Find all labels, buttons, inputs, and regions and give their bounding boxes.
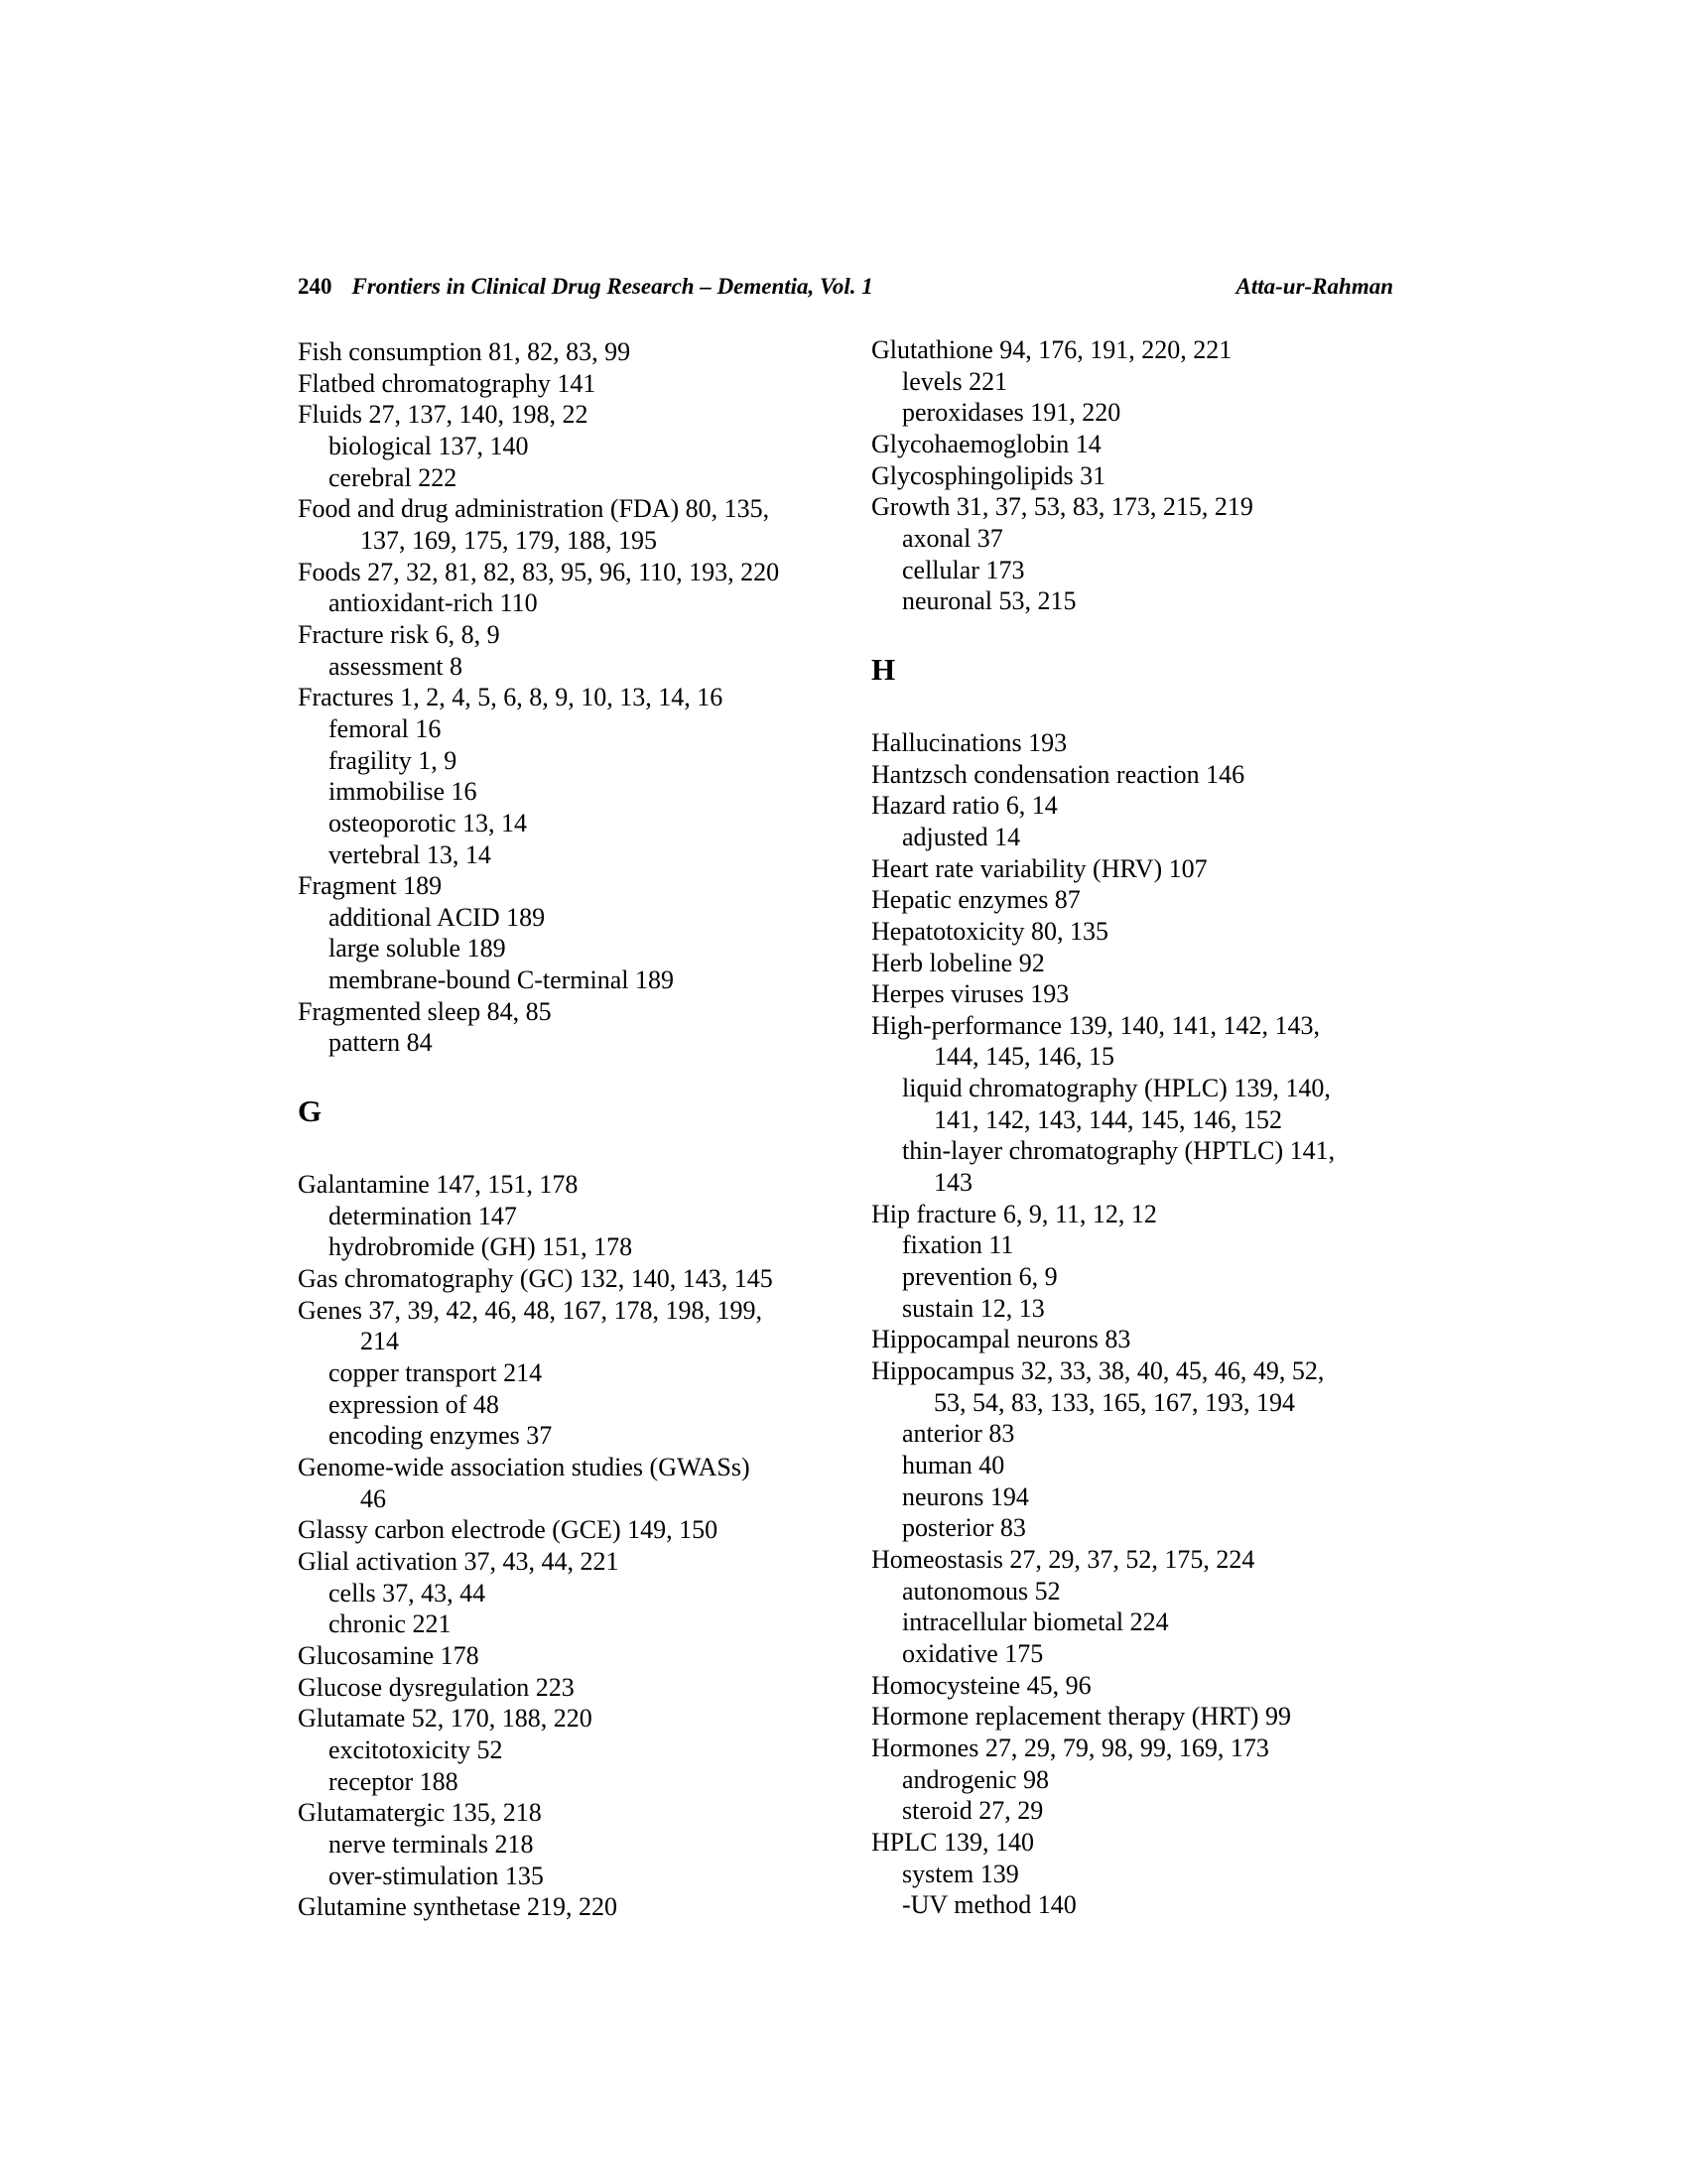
index-subentry: pattern 84	[328, 1028, 433, 1058]
section-heading: H	[871, 651, 896, 687]
index-subentry: copper transport 214	[328, 1358, 543, 1388]
index-entry-continuation: 141, 142, 143, 144, 145, 146, 152	[934, 1104, 1282, 1134]
index-entry-continuation: 144, 145, 146, 15	[934, 1042, 1114, 1072]
index-entry: Fluids 27, 137, 140, 198, 22	[298, 400, 588, 430]
index-subentry: over-stimulation 135	[328, 1861, 544, 1890]
index-entry: Genome-wide association studies (GWASs)	[298, 1453, 750, 1481]
index-subentry: membrane-bound C-terminal 189	[328, 965, 675, 995]
index-entry: Galantamine 147, 151, 178	[298, 1170, 579, 1200]
index-entry: Hallucinations 193	[871, 727, 1068, 757]
index-subentry: steroid 27, 29	[902, 1796, 1044, 1826]
index-subentry: cells 37, 43, 44	[328, 1578, 486, 1607]
index-subentry: biological 137, 140	[328, 431, 529, 460]
index-subentry: femoral 16	[328, 713, 442, 743]
index-entry-continuation: 143	[934, 1168, 973, 1198]
index-entry: Flatbed chromatography 141	[298, 368, 596, 398]
index-entry: Foods 27, 32, 81, 82, 83, 95, 96, 110, 193, 220	[298, 557, 780, 586]
index-subentry: posterior 83	[902, 1513, 1026, 1543]
index-column-right	[871, 334, 1452, 1921]
index-entry: Glassy carbon electrode (GCE) 149, 150	[298, 1515, 718, 1545]
index-subentry: -UV method 140	[902, 1890, 1077, 1920]
index-entry: Glycosphingolipids 31	[871, 460, 1106, 490]
index-subentry: axonal 37	[902, 523, 1003, 553]
index-subentry: liquid chromatography (HPLC) 139, 140,	[902, 1074, 1331, 1103]
index-subentry: prevention 6, 9	[902, 1262, 1058, 1292]
index-subentry: antioxidant-rich 110	[328, 588, 538, 618]
index-subentry: sustain 12, 13	[902, 1293, 1045, 1323]
section-heading: G	[298, 1093, 323, 1129]
index-entry: Glucose dysregulation 223	[298, 1672, 575, 1702]
index-subentry: neuronal 53, 215	[902, 586, 1077, 616]
index-entry: Hippocampal neurons 83	[871, 1325, 1131, 1354]
index-entry: Fracture risk 6, 8, 9	[298, 619, 500, 649]
index-entry-continuation: 46	[360, 1483, 386, 1513]
index-subentry: hydrobromide (GH) 151, 178	[328, 1232, 633, 1262]
index-entry: High-performance 139, 140, 141, 142, 143,	[871, 1010, 1321, 1040]
index-entry: Glycohaemoglobin 14	[871, 429, 1102, 458]
index-entry: Hepatotoxicity 80, 135	[871, 916, 1109, 946]
index-subentry: peroxidases 191, 220	[902, 398, 1121, 428]
index-subentry: androgenic 98	[902, 1764, 1050, 1794]
index-subentry: intracellular biometal 224	[902, 1607, 1169, 1637]
index-entry: Fragmented sleep 84, 85	[298, 996, 552, 1026]
index-subentry: excitotoxicity 52	[328, 1734, 503, 1764]
index-subentry: cellular 173	[902, 555, 1025, 584]
header-left-group	[298, 274, 873, 300]
index-subentry: encoding enzymes 37	[328, 1421, 553, 1451]
index-subentry: chronic 221	[328, 1609, 452, 1639]
index-entry: Hepatic enzymes 87	[871, 885, 1081, 915]
index-subentry: assessment 8	[328, 651, 463, 681]
index-entry: Herpes viruses 193	[871, 979, 1070, 1009]
index-entry: Fish consumption 81, 82, 83, 99	[298, 337, 631, 366]
index-subentry: oxidative 175	[902, 1638, 1044, 1668]
index-subentry: adjusted 14	[902, 822, 1021, 851]
index-entry: Gas chromatography (GC) 132, 140, 143, 145	[298, 1264, 773, 1294]
index-entry-continuation: 214	[360, 1327, 399, 1356]
index-entry: Hazard ratio 6, 14	[871, 791, 1058, 821]
index-entry: Herb lobeline 92	[871, 948, 1045, 977]
index-subentry: osteoporotic 13, 14	[328, 808, 528, 837]
index-subentry: cerebral 222	[328, 462, 457, 492]
index-entry: Glial activation 37, 43, 44, 221	[298, 1546, 619, 1576]
book-title: Frontiers in Clinical Drug Research – Dementia, Vol. 1	[351, 274, 873, 299]
index-entry: Hormones 27, 29, 79, 98, 99, 169, 173	[871, 1733, 1269, 1762]
index-subentry: fragility 1, 9	[328, 745, 457, 775]
index-entry: Growth 31, 37, 53, 83, 173, 215, 219	[871, 492, 1253, 522]
index-entry: Hantzsch condensation reaction 146	[871, 759, 1245, 789]
index-entry: Hormone replacement therapy (HRT) 99	[871, 1702, 1291, 1732]
index-entry: Fragment 189	[298, 871, 443, 901]
index-entry-continuation: 137, 169, 175, 179, 188, 195	[360, 525, 657, 555]
index-entry: Hippocampus 32, 33, 38, 40, 45, 46, 49, 52,	[871, 1356, 1325, 1386]
index-column-left	[298, 336, 878, 1923]
index-entry: Hip fracture 6, 9, 11, 12, 12	[871, 1199, 1157, 1228]
index-subentry: thin-layer chromatography (HPTLC) 141,	[902, 1136, 1336, 1166]
index-entry: Glutathione 94, 176, 191, 220, 221	[871, 335, 1233, 364]
index-subentry: fixation 11	[902, 1230, 1014, 1260]
index-entry: Glucosamine 178	[298, 1640, 479, 1670]
index-entry: Food and drug administration (FDA) 80, 135,	[298, 494, 770, 524]
index-subentry: levels 221	[902, 366, 1008, 396]
index-subentry: determination 147	[328, 1201, 517, 1230]
index-subentry: anterior 83	[902, 1419, 1015, 1449]
page-number: 240	[298, 274, 332, 299]
index-entry: Glutamine synthetase 219, 220	[298, 1892, 618, 1922]
index-entry: Glutamate 52, 170, 188, 220	[298, 1704, 592, 1734]
index-subentry: human 40	[902, 1451, 1005, 1479]
index-subentry: large soluble 189	[328, 934, 506, 964]
index-entry: Fractures 1, 2, 4, 5, 6, 8, 9, 10, 13, 14, 16	[298, 683, 723, 712]
index-subentry: expression of 48	[328, 1389, 499, 1419]
index-subentry: neurons 194	[902, 1481, 1029, 1511]
page-header	[298, 274, 1393, 300]
index-subentry: vertebral 13, 14	[328, 839, 491, 869]
index-entry: Homeostasis 27, 29, 37, 52, 175, 224	[871, 1544, 1255, 1574]
index-subentry: immobilise 16	[328, 777, 477, 807]
index-entry: HPLC 139, 140	[871, 1827, 1034, 1857]
index-entry: Homocysteine 45, 96	[871, 1670, 1092, 1700]
running-head-author: Atta-ur-Rahman	[1235, 274, 1393, 299]
index-subentry: additional ACID 189	[328, 902, 546, 932]
index-subentry: receptor 188	[328, 1766, 458, 1796]
index-subentry: nerve terminals 218	[328, 1829, 534, 1859]
index-subentry: system 139	[902, 1859, 1019, 1888]
index-entry-continuation: 53, 54, 83, 133, 165, 167, 193, 194	[934, 1387, 1295, 1417]
index-entry: Genes 37, 39, 42, 46, 48, 167, 178, 198, 199,	[298, 1295, 762, 1325]
index-entry: Heart rate variability (HRV) 107	[871, 853, 1208, 883]
index-entry: Glutamatergic 135, 218	[298, 1798, 542, 1828]
index-subentry: autonomous 52	[902, 1576, 1061, 1606]
